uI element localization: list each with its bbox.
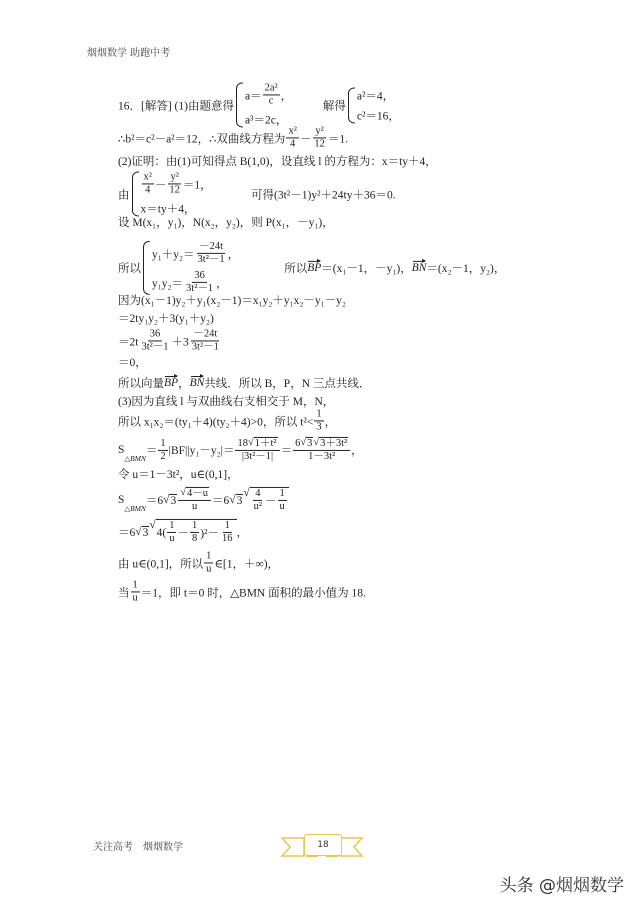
system-row	[357, 107, 400, 123]
denominator	[312, 139, 327, 151]
math-text: ＝1.	[327, 133, 348, 145]
math-text: 4－u	[187, 487, 208, 499]
math-text: )²－	[200, 527, 219, 540]
math-text: －24t	[199, 240, 224, 252]
brace	[348, 87, 355, 123]
solution-line	[118, 328, 222, 353]
math-text: ＝	[145, 445, 158, 457]
math-text: 16．[解答] (1)由题意得	[118, 100, 234, 112]
radical-sign: √	[247, 436, 254, 448]
denominator	[306, 451, 337, 463]
math-text: 16	[222, 533, 233, 544]
vector: BP	[307, 262, 322, 274]
square-root	[149, 519, 236, 545]
denominator	[131, 593, 140, 605]
vector: BN	[411, 262, 427, 274]
fraction	[139, 328, 170, 353]
math-text: u	[206, 563, 212, 575]
numerator	[286, 125, 298, 138]
numerator	[253, 488, 262, 501]
solution-line	[118, 82, 402, 127]
numerator	[204, 550, 213, 563]
math-text: 设 M(x₁，y₁)，N(x₂，y₂)，则 P(x₁，－y₁)，	[118, 217, 334, 229]
square-root	[229, 494, 243, 507]
radicand	[236, 494, 244, 507]
denominator	[190, 501, 199, 513]
math-text: 3t²－1	[197, 253, 225, 265]
math-text: －	[299, 133, 312, 145]
denominator	[288, 139, 297, 151]
math-text: ，	[227, 248, 240, 261]
radicand	[169, 494, 177, 507]
math-text: (3)因为直线 l 与双曲线右支相交于 M，N，	[118, 396, 335, 408]
math-text: 1	[316, 408, 322, 420]
denominator	[314, 422, 323, 434]
math-text: 由	[118, 189, 130, 201]
radicand	[156, 519, 237, 545]
fraction	[142, 171, 154, 196]
page-number-badge	[280, 834, 364, 860]
math-text: 当	[118, 587, 130, 599]
solution-line	[118, 214, 334, 230]
fraction	[167, 520, 176, 545]
system-row	[152, 241, 239, 266]
math-text: c	[268, 95, 274, 107]
numerator	[168, 171, 180, 184]
solution-line	[118, 408, 336, 433]
numerator	[178, 487, 211, 501]
math-text: 1	[132, 579, 138, 591]
system-row	[245, 82, 292, 107]
math-text: ＝2ty₁y₂＋3(y₁＋y₂)	[118, 313, 214, 325]
math-text: ＝1，	[182, 179, 212, 191]
math-text: 所以	[118, 263, 141, 275]
fraction	[312, 125, 327, 150]
math-text: S	[118, 444, 125, 456]
denominator	[204, 564, 213, 576]
denominator	[240, 451, 275, 463]
numerator	[314, 408, 323, 421]
numerator	[293, 437, 350, 451]
math-text: 1＋t²	[254, 437, 277, 449]
math-text: u	[169, 533, 175, 544]
system-rows	[141, 171, 212, 216]
radicand	[319, 437, 348, 450]
math-text: 3	[307, 437, 313, 449]
equation-system	[143, 241, 239, 295]
equation-system	[132, 171, 212, 216]
math-text: 由 u∈(0,1]，所以	[118, 558, 204, 570]
math-text: ＋3	[171, 336, 189, 348]
math-text: ＝(x₁－1，－y₁)，	[321, 263, 412, 275]
denominator	[190, 533, 199, 545]
math-text: 12	[169, 184, 180, 196]
math-text: c²＝16，	[356, 110, 400, 122]
numerator	[223, 520, 232, 533]
math-text: 3	[170, 494, 177, 507]
radicand	[250, 487, 289, 513]
square-root	[163, 494, 177, 507]
math-text: 3t²－1	[141, 341, 169, 353]
denominator	[252, 501, 264, 513]
solution-line	[118, 354, 147, 370]
denominator	[267, 96, 276, 108]
math-text: 6	[295, 437, 301, 449]
math-text: －	[154, 179, 167, 191]
denominator	[196, 254, 227, 266]
page-number: 18	[304, 834, 342, 856]
numerator	[313, 125, 325, 138]
solution-line	[118, 466, 239, 482]
math-text: 3＋3t²	[320, 437, 348, 449]
math-text: 所以	[241, 263, 308, 275]
fraction	[314, 408, 323, 433]
fraction	[235, 437, 279, 463]
math-text: u²	[253, 501, 263, 512]
math-text: ＝6	[145, 495, 164, 507]
math-text: 3	[236, 494, 243, 507]
solution-line	[118, 579, 366, 604]
solution-line	[118, 241, 505, 295]
numerator	[148, 328, 163, 341]
math-text: ＝1，即 t＝0 时，△BMN 面积的最小值为 18.	[140, 587, 366, 599]
numerator	[158, 437, 167, 450]
math-text: S	[118, 494, 125, 506]
radicand	[306, 437, 313, 450]
system-rows	[152, 241, 239, 295]
watermark: 头条 @烟烟数学	[499, 876, 624, 896]
solution-line	[118, 437, 363, 463]
radical-sign: √	[180, 486, 186, 498]
math-text: ∴b²＝c²－a²＝12，∴双曲线方程为	[118, 133, 286, 145]
equation-system	[236, 82, 292, 127]
fraction	[278, 488, 287, 513]
fraction	[158, 437, 167, 462]
radicand	[254, 437, 278, 450]
math-text: －	[177, 527, 189, 540]
footer-text: 关注高考 烟烟数学	[93, 842, 183, 853]
math-text: 12	[314, 138, 325, 150]
math-text: |3t²－1|	[241, 451, 274, 462]
numerator	[191, 328, 219, 341]
math-text: 令 u＝1－3t²，u∈(0,1]，	[118, 469, 239, 481]
math-text: 4	[290, 138, 296, 150]
solution-line	[118, 153, 437, 169]
math-text: 2	[160, 450, 166, 462]
math-text: 36	[194, 270, 205, 281]
math-text: x＝ty＋4，	[140, 203, 196, 216]
math-text: a＝	[244, 90, 262, 102]
fraction	[286, 125, 298, 150]
fraction	[190, 328, 221, 353]
denominator	[190, 342, 221, 354]
solution-line	[118, 375, 370, 391]
fraction	[293, 437, 350, 463]
brace	[143, 241, 150, 295]
math-text: 1	[224, 519, 230, 531]
math-text: 1	[191, 519, 198, 531]
radicand	[142, 526, 150, 539]
math-text: ，	[280, 90, 293, 102]
solution-line	[118, 519, 248, 545]
math-text: y²	[315, 125, 324, 137]
math-text: ＝	[280, 445, 293, 457]
math-text: 1	[169, 519, 175, 531]
math-text: u	[191, 501, 198, 512]
square-root	[180, 487, 209, 500]
fraction	[204, 550, 213, 575]
radical-sign: √	[163, 493, 170, 506]
fraction	[220, 520, 235, 545]
math-text: 共线．所以 B，P，N 三点共线．	[204, 378, 371, 390]
math-text: 4	[145, 184, 151, 196]
numerator	[131, 579, 140, 592]
math-text: (2)证明：由(1)可知得点 B(1,0)，设直线 l 的方程为：x＝ty＋4，	[118, 156, 437, 168]
math-text: 1	[206, 550, 212, 562]
system-rows	[245, 82, 292, 127]
denominator	[220, 533, 235, 545]
square-root	[300, 437, 313, 450]
solution-line	[118, 292, 346, 308]
math-text: a³＝2c，	[244, 114, 288, 127]
solution-line	[118, 487, 289, 513]
fraction	[190, 520, 199, 545]
math-text: ＝6	[212, 495, 230, 507]
math-text: 36	[149, 328, 161, 340]
math-text: ∈[1，＋∞)，	[214, 558, 280, 570]
math-text: 8	[191, 533, 198, 544]
math-text: 3	[316, 421, 322, 433]
math-text: y₁＋y₂＝	[152, 248, 195, 261]
subscript: △BMN	[124, 454, 146, 464]
fraction	[196, 241, 227, 266]
radical-sign: √	[229, 493, 236, 506]
numerator	[235, 437, 279, 451]
solution-line	[118, 310, 214, 326]
square-root	[248, 437, 278, 450]
math-text: ＝0，	[118, 357, 147, 369]
denominator	[167, 185, 182, 197]
solution-line	[118, 550, 279, 575]
page-header: 烟烟数学 助跑中考	[87, 48, 171, 59]
solution-line	[118, 393, 334, 409]
math-text: ＝(x₂－1，y₂)，	[426, 263, 506, 275]
denominator	[158, 451, 167, 463]
math-text: 3	[142, 526, 149, 539]
math-text: －24t	[193, 328, 218, 340]
math-text: 3t²－1	[186, 283, 214, 295]
math-text: 所以 x₁x₂＝(ty₁＋4)(ty₂＋4)>0，所以 t²<	[118, 416, 314, 428]
math-text: 1－3t²	[308, 451, 336, 462]
math-text: ，	[236, 527, 248, 539]
math-text: ，	[178, 378, 190, 390]
system-row	[141, 171, 212, 196]
radical-sign: √	[243, 486, 250, 499]
numerator	[192, 270, 207, 283]
math-text: 1	[160, 437, 166, 449]
math-text: a²＝4，	[356, 90, 395, 102]
radicand	[186, 487, 209, 500]
numerator	[190, 520, 199, 533]
fraction	[167, 171, 182, 196]
denominator	[167, 533, 176, 545]
math-text: 解得	[294, 100, 346, 112]
square-root	[313, 437, 348, 450]
math-text: y₁y₂＝	[152, 277, 184, 290]
fraction	[263, 82, 280, 107]
math-text: ＝2t	[118, 336, 139, 348]
denominator	[143, 185, 152, 197]
math-text: u	[279, 501, 285, 512]
math-text: 因为(x₁－1)y₂＋y₁(x₂－1)＝x₁y₂＋y₁x₂－y₁－y₂	[118, 295, 346, 307]
numerator	[197, 241, 225, 254]
solution-line	[118, 125, 348, 150]
vector: BN	[189, 377, 205, 389]
math-text: ，	[351, 445, 363, 457]
radical-sign: √	[300, 436, 307, 448]
fraction	[178, 487, 211, 513]
square-root	[243, 487, 288, 513]
math-text: 4	[255, 487, 261, 499]
math-text: －	[265, 495, 277, 508]
math-text: 4(	[156, 526, 167, 539]
math-text: ，	[324, 416, 337, 428]
radical-sign: √	[313, 436, 320, 448]
system-rows	[357, 87, 400, 123]
math-text: u	[132, 592, 138, 604]
vector: BP	[164, 377, 179, 389]
brace	[236, 82, 243, 127]
math-text: |BF||y₁－y₂|＝	[168, 445, 235, 457]
math-text: 可得(3t²－1)y²＋24ty＋36＝0.	[213, 189, 396, 201]
fraction	[252, 488, 264, 513]
fraction	[131, 579, 140, 604]
denominator	[139, 342, 170, 354]
math-text: 18	[237, 437, 248, 449]
square-root	[135, 526, 149, 539]
math-text: 所以向量	[118, 378, 164, 390]
numerator	[167, 520, 176, 533]
radical-sign: √	[135, 525, 142, 538]
radical-sign: √	[149, 518, 156, 531]
numerator	[263, 82, 280, 95]
equation-system	[348, 87, 400, 123]
math-text: x²	[143, 171, 152, 183]
math-text: ，	[216, 277, 228, 290]
math-text: 3t²－1	[191, 341, 219, 353]
math-text: 2a²	[264, 82, 278, 94]
system-row	[357, 87, 400, 103]
brace	[132, 171, 139, 216]
math-text: x²	[288, 125, 297, 137]
subscript: △BMN	[124, 504, 146, 514]
solution-line	[118, 171, 396, 216]
math-text: ＝6	[118, 527, 136, 539]
denominator	[278, 501, 287, 513]
math-text: y²	[170, 171, 179, 183]
numerator	[278, 488, 287, 501]
numerator	[142, 171, 154, 184]
math-text: 1	[279, 487, 285, 499]
